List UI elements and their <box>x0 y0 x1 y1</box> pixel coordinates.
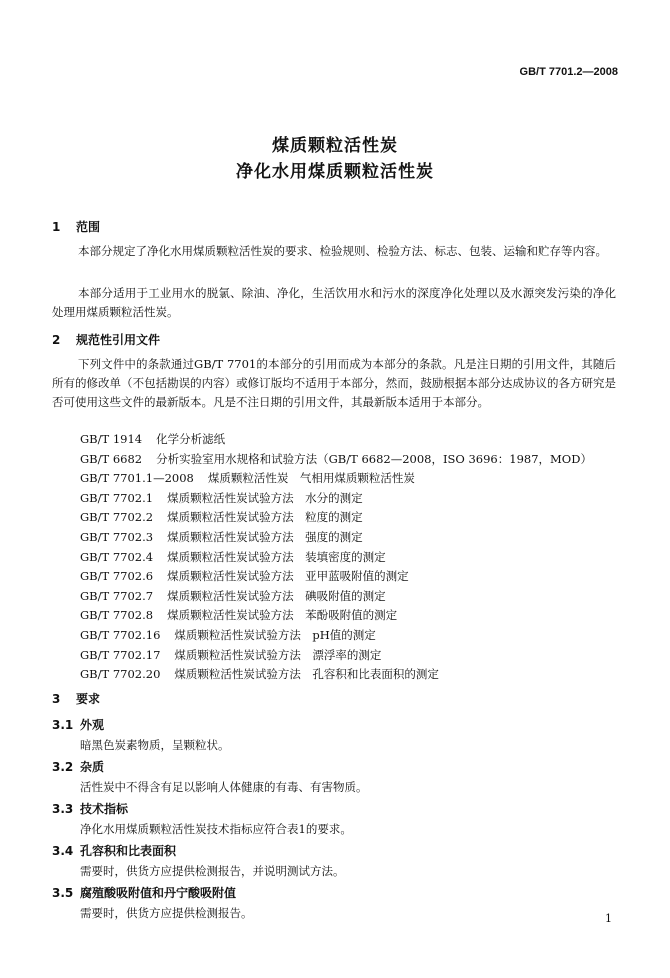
section-title: 范围 <box>76 220 101 234</box>
clause-title: 杂质 <box>80 760 105 774</box>
reference-title: 煤质颗粒活性炭试验方法 漂浮率的测定 <box>174 648 382 662</box>
reference-item <box>80 490 363 506</box>
reference-code: GB/T 7702.16 <box>80 628 161 642</box>
clause-3-1-text: 暗黑色炭素物质，呈颗粒状。 <box>80 738 230 752</box>
section-number: 1 <box>52 220 61 234</box>
reference-title: 煤质颗粒活性炭试验方法 碘吸附值的测定 <box>167 589 386 603</box>
reference-item <box>80 431 225 447</box>
section-3-heading <box>52 690 100 707</box>
reference-code: GB/T 7702.17 <box>80 648 161 662</box>
reference-item <box>80 627 376 643</box>
clause-3-5-heading <box>52 884 236 901</box>
clause-number: 3.2 <box>52 760 74 774</box>
clause-3-4-text: 需要时，供货方应提供检测报告，并说明测试方法。 <box>80 864 345 878</box>
reference-code: GB/T 7702.2 <box>80 510 154 524</box>
reference-item <box>80 529 363 545</box>
reference-code: GB/T 7702.6 <box>80 569 154 583</box>
reference-item <box>80 509 363 525</box>
reference-title: 煤质颗粒活性炭试验方法 装填密度的测定 <box>167 550 386 564</box>
reference-item <box>80 470 415 486</box>
clause-title: 外观 <box>80 718 105 732</box>
reference-title: 煤质颗粒活性炭试验方法 强度的测定 <box>167 530 363 544</box>
clause-3-2-text: 活性炭中不得含有足以影响人体健康的有毒、有害物质。 <box>80 780 368 794</box>
clause-title: 腐殖酸吸附值和丹宁酸吸附值 <box>80 886 237 900</box>
clause-3-5-text: 需要时，供货方应提供检测报告。 <box>80 906 253 920</box>
reference-code: GB/T 1914 <box>80 432 143 446</box>
reference-item <box>80 647 381 663</box>
reference-item <box>80 588 386 604</box>
clause-3-3-text: 净化水用煤质颗粒活性炭技术指标应符合表1的要求。 <box>80 822 352 836</box>
reference-code: GB/T 6682 <box>80 452 143 466</box>
clause-3-4-heading <box>52 842 176 859</box>
reference-code: GB/T 7702.20 <box>80 667 161 681</box>
reference-code: GB/T 7702.1 <box>80 491 154 505</box>
section-1-paragraph-2: 本部分适用于工业用水的脱氯、除油、净化，生活饮用水和污水的深度净化处理以及水源突发污染的净化处理用煤质颗粒活性炭。 <box>52 286 616 319</box>
clause-title: 孔容积和比表面积 <box>80 844 177 858</box>
reference-code: GB/T 7702.8 <box>80 608 154 622</box>
section-1-paragraph-1: 本部分规定了净化水用煤质颗粒活性炭的要求、检验规则、检验方法、标志、包装、运输和贮存等内容。 <box>78 244 607 258</box>
clause-title: 技术指标 <box>80 802 129 816</box>
reference-item <box>80 607 397 623</box>
reference-code: GB/T 7701.1—2008 <box>80 471 194 485</box>
clause-number: 3.1 <box>52 718 74 732</box>
clause-number: 3.4 <box>52 844 74 858</box>
reference-item <box>80 666 439 682</box>
document-title: 煤质颗粒活性炭 <box>272 136 398 156</box>
reference-item <box>80 549 386 565</box>
reference-code: GB/T 7702.7 <box>80 589 154 603</box>
clause-3-1-heading <box>52 716 104 733</box>
reference-title: 煤质颗粒活性炭试验方法 孔容积和比表面积的测定 <box>174 667 439 681</box>
clause-3-2-heading <box>52 758 104 775</box>
section-2-heading <box>52 331 160 348</box>
section-number: 3 <box>52 692 61 706</box>
reference-title: 煤质颗粒活性炭试验方法 亚甲蓝吸附值的测定 <box>167 569 409 583</box>
reference-title: 煤质颗粒活性炭试验方法 pH值的测定 <box>174 628 376 642</box>
standard-code: GB/T 7701.2—2008 <box>519 66 618 78</box>
reference-item <box>80 568 409 584</box>
reference-title: 化学分析滤纸 <box>156 432 226 446</box>
clause-number: 3.5 <box>52 886 74 900</box>
reference-title: 煤质颗粒活性炭试验方法 水分的测定 <box>167 491 363 505</box>
document-subtitle: 净化水用煤质颗粒活性炭 <box>236 162 434 182</box>
section-title: 规范性引用文件 <box>76 333 161 347</box>
reference-item <box>80 451 592 467</box>
reference-title: 分析实验室用水规格和试验方法（GB/T 6682—2008，ISO 3696：1987，MOD） <box>156 452 592 466</box>
clause-3-3-heading <box>52 800 128 817</box>
section-number: 2 <box>52 333 61 347</box>
clause-number: 3.3 <box>52 802 74 816</box>
page-number: 1 <box>605 912 612 925</box>
reference-title: 煤质颗粒活性炭试验方法 苯酚吸附值的测定 <box>167 608 398 622</box>
section-2-paragraph: 下列文件中的条款通过GB/T 7701的本部分的引用而成为本部分的条款。凡是注日期的引用文件，其随后所有的修改单（不包括勘误的内容）或修订版均不适用于本部分，然而，鼓励根据本部分达成协议的各方研究是否可使用这些文件的最新版本。凡是不注日期的引用文件，其最新版本适用于本部分。 <box>52 357 616 409</box>
reference-title: 煤质颗粒活性炭 气相用煤质颗粒活性炭 <box>207 471 415 485</box>
reference-code: GB/T 7702.4 <box>80 550 154 564</box>
reference-code: GB/T 7702.3 <box>80 530 154 544</box>
section-1-heading <box>52 218 100 235</box>
reference-title: 煤质颗粒活性炭试验方法 粒度的测定 <box>167 510 363 524</box>
section-title: 要求 <box>76 692 101 706</box>
